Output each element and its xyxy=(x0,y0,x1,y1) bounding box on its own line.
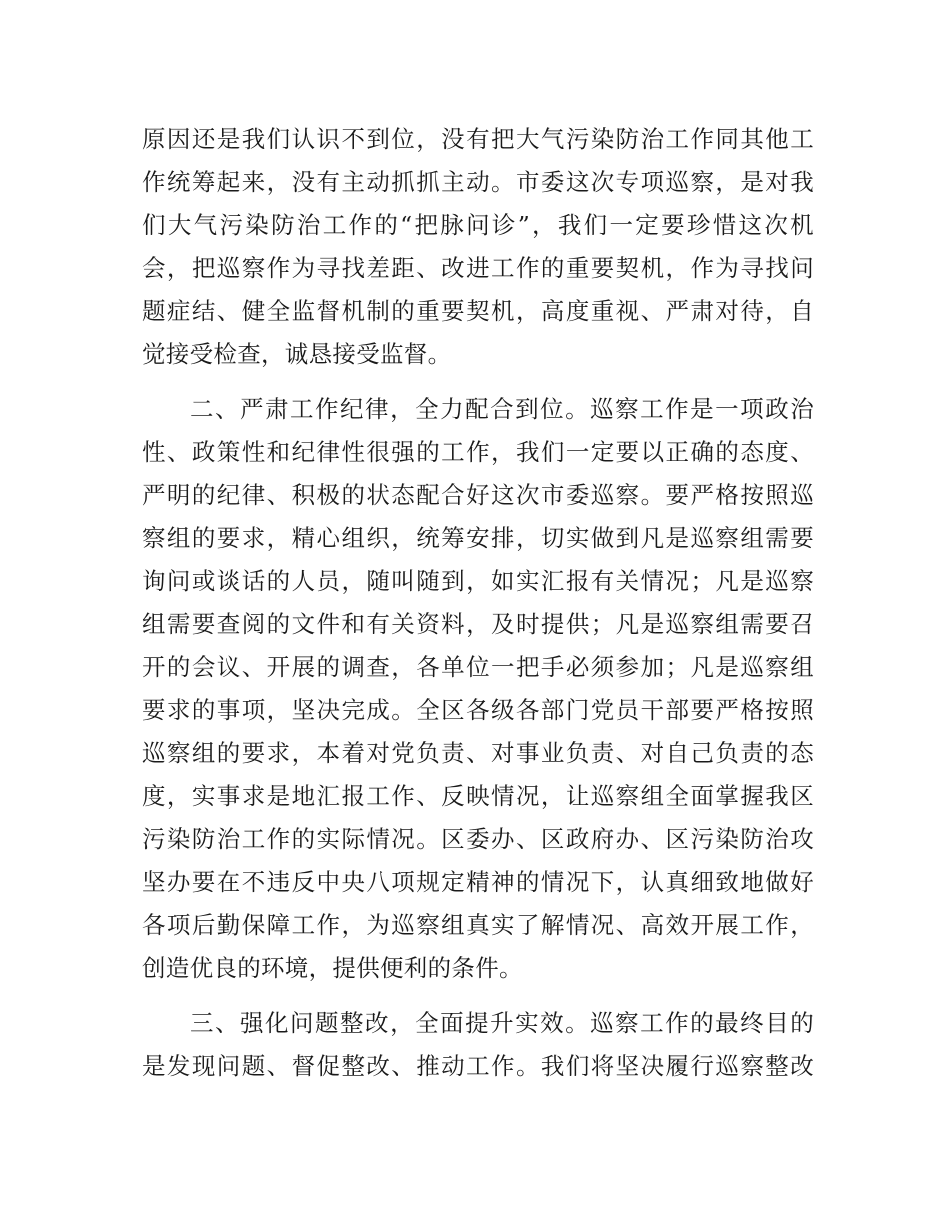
text-line: 严明的纪律、积极的状态配合好这次市委巡察。要严格按照巡 xyxy=(142,481,814,509)
text-line: 开的会议、开展的调查，各单位一把手必须参加；凡是巡察组 xyxy=(142,653,814,681)
text-line: 创造优良的环境，提供便利的条件。 xyxy=(142,954,523,982)
text-line: 各项后勤保障工作，为巡察组真实了解情况、高效开展工作， xyxy=(142,911,814,939)
text-line: 坚办要在不违反中央八项规定精神的情况下，认真细致地做好 xyxy=(142,868,814,896)
text-line: 察组的要求，精心组织，统筹安排，切实做到凡是巡察组需要 xyxy=(142,524,814,552)
text-line: 会，把巡察作为寻找差距、改进工作的重要契机，作为寻找问 xyxy=(142,254,814,282)
text-line: 觉接受检查，诚恳接受监督。 xyxy=(142,340,452,368)
text-line: 作统筹起来，没有主动抓抓主动。市委这次专项巡察，是对我 xyxy=(142,168,814,196)
text-line: 是发现问题、督促整改、推动工作。我们将坚决履行巡察整改 xyxy=(142,1052,814,1080)
text-line: 污染防治工作的实际情况。区委办、区政府办、区污染防治攻 xyxy=(142,825,814,853)
text-line: 性、政策性和纪律性很强的工作，我们一定要以正确的态度、 xyxy=(142,438,814,466)
text-line: 巡察组的要求，本着对党负责、对事业负责、对自己负责的态 xyxy=(142,739,814,767)
text-line: 们大气污染防治工作的“把脉问诊”，我们一定要珍惜这次机 xyxy=(142,211,814,239)
text-line: 二、严肃工作纪律，全力配合到位。巡察工作是一项政治 xyxy=(190,395,814,423)
text-line: 组需要查阅的文件和有关资料，及时提供；凡是巡察组需要召 xyxy=(142,610,814,638)
text-line: 要求的事项，坚决完成。全区各级各部门党员干部要严格按照 xyxy=(142,696,814,724)
text-line: 度，实事求是地汇报工作、反映情况，让巡察组全面掌握我区 xyxy=(142,782,814,810)
text-line: 原因还是我们认识不到位，没有把大气污染防治工作同其他工 xyxy=(142,125,814,153)
text-line: 询问或谈话的人员，随叫随到，如实汇报有关情况；凡是巡察 xyxy=(142,567,814,595)
text-line: 题症结、健全监督机制的重要契机，高度重视、严肃对待，自 xyxy=(142,297,814,325)
text-line: 三、强化问题整改，全面提升实效。巡察工作的最终目的 xyxy=(190,1009,814,1037)
